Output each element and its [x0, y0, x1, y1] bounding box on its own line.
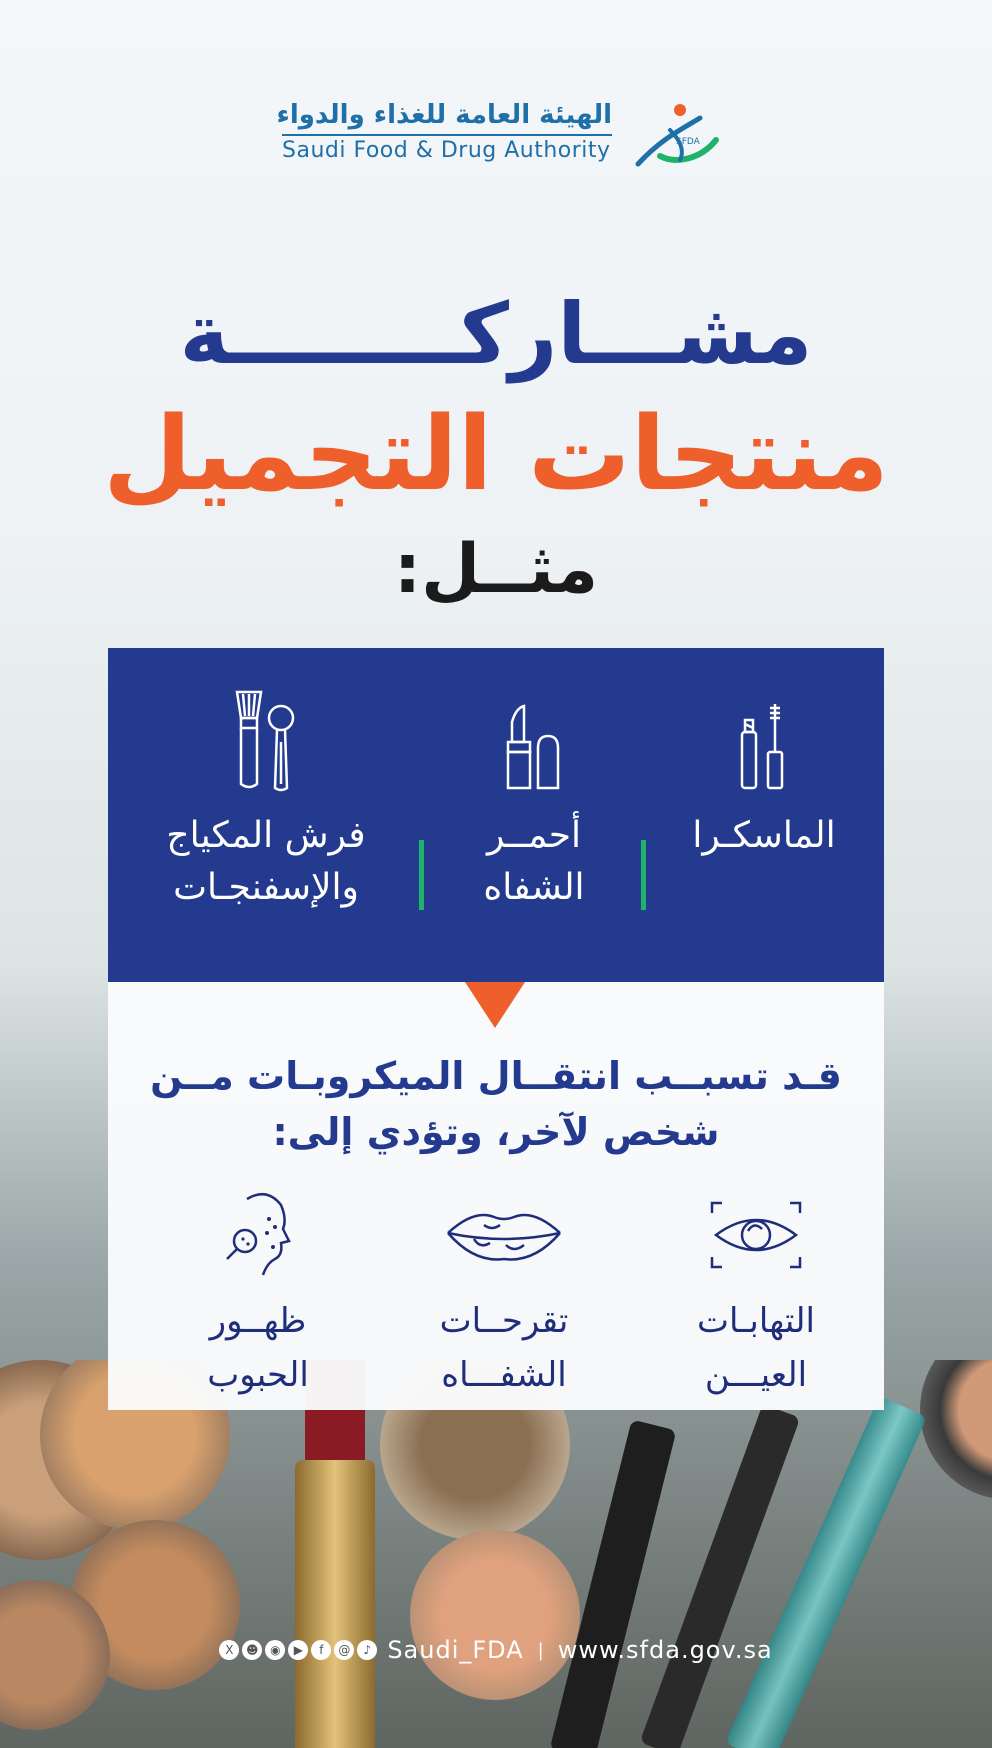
- orange-pointer-arrow: [465, 982, 525, 1028]
- x-icon[interactable]: X: [219, 1640, 239, 1660]
- headline-sharing: مشـــاركــــــــة: [179, 285, 813, 383]
- product-lipstick: [414, 688, 654, 914]
- sfda-emblem-icon: [630, 100, 720, 172]
- logo-english-text: Saudi Food & Drug Authority: [282, 138, 611, 163]
- social-icons: [219, 1640, 377, 1660]
- makeup-brush-sponge-icon: [231, 688, 301, 792]
- effect-label-lips: تقرحــات الشفـــاه: [439, 1301, 569, 1395]
- product-label-mascara: الماسكـرا: [692, 815, 836, 856]
- logo-mark-text: SFDA: [676, 137, 700, 147]
- divider: [419, 840, 424, 910]
- logo-arabic-text: الهيئة العامة للغذاء والدواء: [276, 100, 612, 130]
- snapchat-icon[interactable]: ☻: [242, 1640, 262, 1660]
- youtube-icon[interactable]: ▶: [288, 1640, 308, 1660]
- effect-label-acne: ظهــور الحبوب: [207, 1301, 309, 1395]
- effect-eye-inflammation: [646, 1190, 866, 1402]
- eye-icon: [708, 1199, 804, 1271]
- footer: [0, 1630, 992, 1670]
- footer-separator: |: [537, 1639, 544, 1661]
- tiktok-icon[interactable]: ♪: [357, 1640, 377, 1660]
- effect-label-eye: التهابـات العيـــن: [697, 1301, 815, 1395]
- social-handle[interactable]: Saudi_FDA: [387, 1636, 524, 1664]
- sfda-logo: [276, 100, 720, 172]
- logo-divider: [282, 134, 612, 136]
- instagram-icon[interactable]: ◉: [265, 1640, 285, 1660]
- products-panel: [108, 648, 884, 982]
- product-brushes-sponges: [146, 688, 386, 914]
- headline-cosmetics: منتجات التجميل: [103, 395, 889, 514]
- cosmetics-photo: [0, 1360, 992, 1748]
- threads-icon[interactable]: @: [334, 1640, 354, 1660]
- effect-acne: [148, 1190, 368, 1402]
- effects-description: قـد تسبــب انتقــال الميكروبـات مــن شخص لآخر، وتؤدي إلى:: [150, 1054, 842, 1154]
- product-mascara: [644, 688, 884, 862]
- website-link[interactable]: www.sfda.gov.sa: [557, 1636, 773, 1664]
- facebook-icon[interactable]: f: [311, 1640, 331, 1660]
- product-label-lipstick: أحمــر الشفاه: [483, 815, 585, 908]
- lips-icon: [444, 1205, 564, 1265]
- effect-lip-sores: [394, 1190, 614, 1402]
- mascara-icon: [734, 702, 794, 792]
- headline-such-as: مثــل:: [393, 530, 599, 609]
- lipstick-icon: [502, 702, 566, 792]
- product-label-brushes: فرش المكياج والإسفنجـات: [166, 815, 366, 908]
- effects-panel: [108, 982, 884, 1410]
- face-acne-icon: [223, 1189, 293, 1281]
